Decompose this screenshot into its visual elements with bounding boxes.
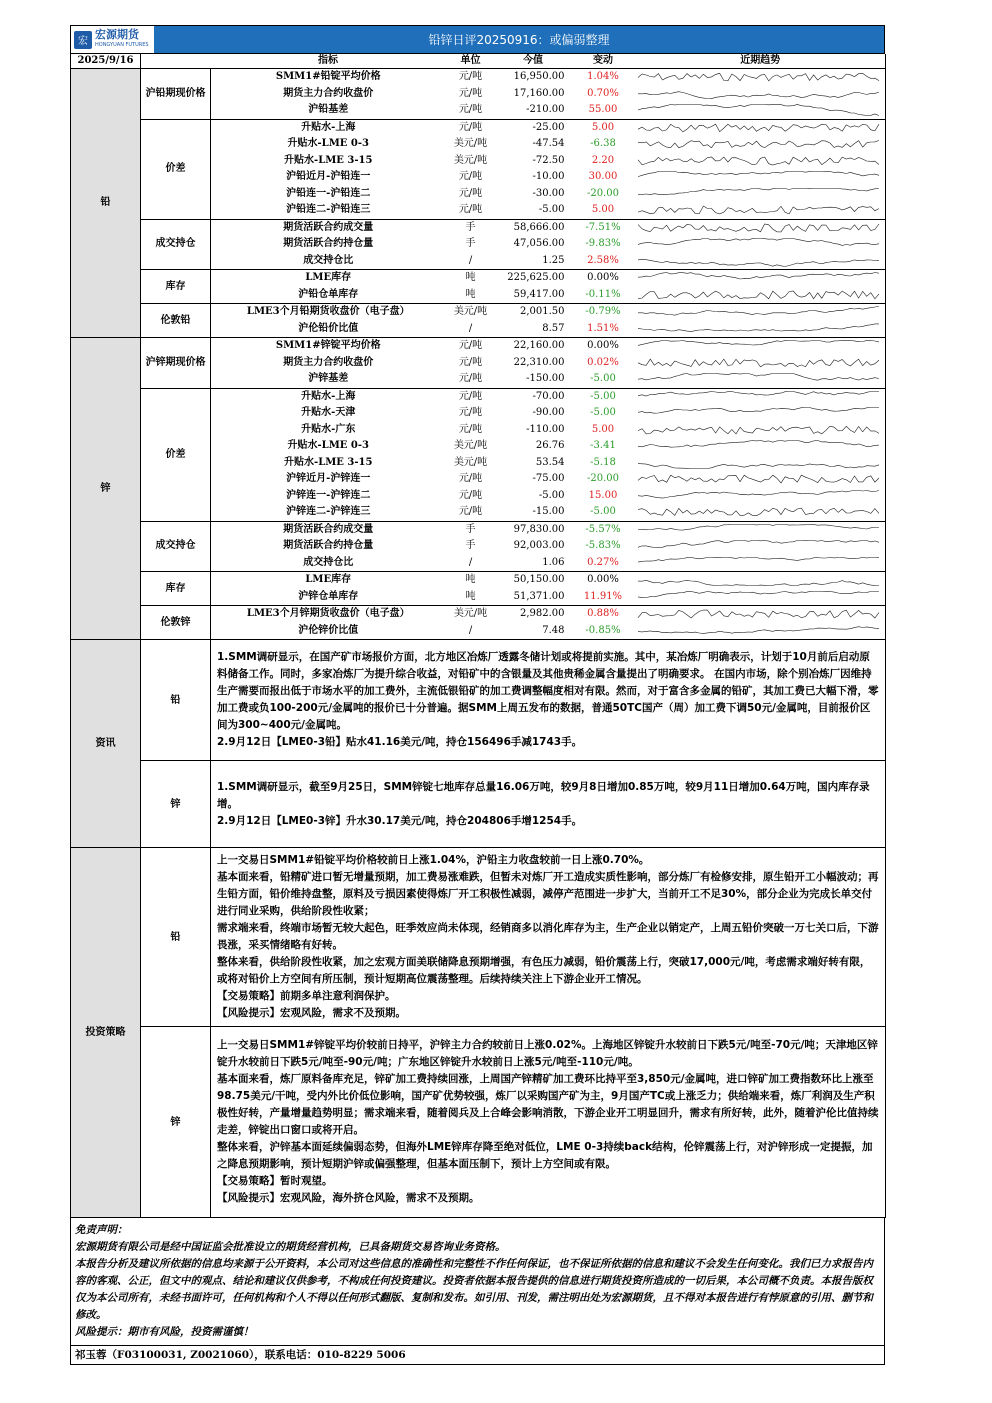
strategy-lead-para: 整体来看，供给阶段性收紧，加之宏观方面美联储降息预期增强，有色压力减弱，铅价震荡上行，突破17,000元/吨，考虑需求端好转有限，或将对铅价上方空间有所压制，预计短期高位震荡整理。后续持续关注上下游企业开工情况。 bbox=[217, 956, 871, 985]
indicator-unit: 吨 bbox=[465, 574, 476, 586]
indicator-unit: 元/吨 bbox=[458, 390, 483, 402]
strategy-zinc-para: 【风险提示】宏观风险，海外挤仓风险，需求不及预期。 bbox=[217, 1192, 480, 1204]
trend-cell bbox=[636, 538, 886, 555]
indicator-unit: 手 bbox=[465, 221, 476, 233]
indicator-name: LME3个月锌期货收盘价（电子盘） bbox=[246, 608, 410, 620]
trend-sparkline bbox=[636, 70, 881, 84]
indicator-unit: 元/吨 bbox=[446, 504, 496, 521]
strategy-zinc-para: 上一交易日SMM1#锌锭平均价较前日持平，沪锌主力合约较前日上涨0.02%。上海地区锌锭升水较前日下跌5元/吨至-70元/吨；天津地区锌锭升水较前日下跌5元/吨至-90元/吨；广东地区锌锭升水较前日上涨5元/吨至-110元/吨。 bbox=[217, 1039, 878, 1068]
indicator-value: 1.25 bbox=[496, 253, 571, 270]
strategy-lead-label: 铅 bbox=[141, 848, 211, 1027]
indicator-value: 17,160.00 bbox=[513, 87, 565, 99]
trend-sparkline bbox=[636, 573, 881, 587]
company-logo bbox=[71, 26, 154, 53]
indicator-value: 97,830.00 bbox=[513, 523, 565, 535]
table-row bbox=[71, 219, 886, 236]
trend-sparkline bbox=[636, 305, 881, 319]
indicator-unit: 美元/吨 bbox=[453, 440, 488, 452]
indicator-unit: 美元/吨 bbox=[453, 154, 488, 166]
indicator-unit: 元/吨 bbox=[458, 356, 483, 368]
indicator-name: 沪铅连二-沪铅连三 bbox=[211, 202, 446, 219]
indicator-value: 92,003.00 bbox=[513, 540, 565, 552]
indicator-change: -0.11% bbox=[571, 287, 636, 304]
indicator-unit: / bbox=[446, 253, 496, 270]
strategy-lead-para: 【风险提示】宏观风险，需求不及预期。 bbox=[217, 1007, 406, 1019]
indicator-unit: 元/吨 bbox=[446, 202, 496, 219]
indicator-unit: 手 bbox=[465, 540, 476, 552]
indicator-value: -70.00 bbox=[532, 390, 565, 402]
indicator-name: 沪铅基差 bbox=[211, 102, 446, 119]
indicator-value: 50,150.00 bbox=[513, 574, 565, 586]
disclaimer-para: 本报告分析及建议所依据的信息均来源于公开资料，本公司对这些信息的准确性和完整性不作任何保证，也不保证所依据的信息和建议不会发生任何变化。我们已力求报告内容的客观、公正，但文中的观点、结论和建议仅供参考，不构成任何投资建议。投资者依据本报告提供的信息进行期货投资所造成的一切后果，本公司概不负责。本报告版权仅为本公司所有，未经书面许可，任何机构和个人不得以任何形式翻版、复制和发布。如引用、刊发，需注明出处为宏源期货，且不得对本报告进行有悖原意的引用、删节和修改。 bbox=[75, 1258, 873, 1321]
indicator-unit: / bbox=[446, 321, 496, 338]
indicator-change: -20.00 bbox=[586, 187, 619, 199]
indicator-name: 升贴水-天津 bbox=[301, 407, 356, 419]
indicator-change: -5.57% bbox=[585, 523, 621, 535]
table-row bbox=[71, 270, 886, 287]
trend-sparkline bbox=[636, 203, 881, 217]
indicator-name: 沪铅连一-沪铅连二 bbox=[286, 187, 371, 199]
indicator-change: 11.91% bbox=[571, 589, 636, 606]
logo-cn-text: 宏源期货 bbox=[95, 27, 139, 41]
news-lead-label: 铅 bbox=[141, 640, 211, 761]
indicator-unit: 元/吨 bbox=[458, 187, 483, 199]
trend-sparkline bbox=[636, 489, 881, 503]
trend-sparkline bbox=[636, 87, 881, 101]
indicator-name: LME3个月铅期货收盘价（电子盘） bbox=[246, 306, 410, 318]
trend-sparkline bbox=[636, 121, 881, 135]
trend-cell bbox=[636, 589, 886, 606]
indicator-name: 升贴水-上海 bbox=[301, 390, 356, 402]
indicator-unit: 元/吨 bbox=[458, 473, 483, 485]
trend-sparkline bbox=[636, 472, 881, 486]
indicator-value: 16,950.00 bbox=[513, 71, 565, 83]
trend-cell bbox=[636, 136, 886, 153]
indicator-change: 0.88% bbox=[587, 608, 619, 620]
trend-sparkline bbox=[636, 624, 881, 638]
indicator-value: -5.00 bbox=[496, 202, 571, 219]
trend-sparkline bbox=[636, 590, 881, 604]
indicator-change: -5.00 bbox=[590, 407, 616, 419]
trend-cell bbox=[636, 371, 886, 388]
indicator-unit: 元/吨 bbox=[458, 71, 483, 83]
strategy-lead-para: 上一交易日SMM1#铅锭平均价格较前日上涨1.04%，沪铅主力收盘较前一日上涨0.70%。 bbox=[217, 854, 650, 866]
indicator-unit: 吨 bbox=[446, 287, 496, 304]
trend-cell bbox=[636, 270, 886, 287]
group-label: 沪铅期现价格 bbox=[141, 69, 211, 120]
indicator-change: 55.00 bbox=[571, 102, 636, 119]
indicator-change: -5.18 bbox=[590, 456, 616, 468]
indicator-change: -5.00 bbox=[571, 371, 636, 388]
trend-sparkline bbox=[636, 406, 881, 420]
report-header bbox=[70, 25, 885, 54]
indicator-value: -47.54 bbox=[532, 138, 565, 150]
trend-cell bbox=[636, 388, 886, 405]
indicator-unit: 元/吨 bbox=[458, 87, 483, 99]
author-contact: 祁玉蓉（F03100031, Z0021060），联系电话：010-8229 5006 bbox=[70, 1346, 885, 1365]
indicator-value: -150.00 bbox=[496, 371, 571, 388]
trend-sparkline bbox=[636, 607, 881, 621]
strategy-lead-row bbox=[71, 848, 886, 1027]
trend-cell bbox=[636, 86, 886, 103]
news-lead-para: 2.9月12日【LME0-3铅】贴水41.16美元/吨，持仓156496手减1743手。 bbox=[217, 736, 583, 748]
lead-section-label: 铅 bbox=[71, 69, 141, 338]
indicator-name: 沪锌近月-沪锌连一 bbox=[286, 473, 371, 485]
indicator-change: 15.00 bbox=[588, 489, 618, 501]
indicator-name: 期货活跃合约持仓量 bbox=[283, 540, 374, 552]
trend-cell bbox=[636, 521, 886, 538]
group-label: 伦敦锌 bbox=[141, 606, 211, 640]
indicator-value: -5.00 bbox=[538, 489, 565, 501]
indicator-change: 5.00 bbox=[591, 423, 615, 435]
report-sheet bbox=[70, 25, 885, 1365]
indicator-unit: 元/吨 bbox=[458, 340, 483, 352]
trend-cell bbox=[636, 321, 886, 338]
trend-cell bbox=[636, 287, 886, 304]
indicator-value: 58,666.00 bbox=[513, 221, 565, 233]
trend-cell bbox=[636, 338, 886, 355]
strategy-lead-text bbox=[211, 848, 886, 1027]
trend-cell bbox=[636, 169, 886, 186]
trend-sparkline bbox=[636, 439, 881, 453]
trend-sparkline bbox=[636, 556, 881, 570]
group-label: 价差 bbox=[141, 388, 211, 521]
strategy-zinc-para: 【交易策略】暂时观望。 bbox=[217, 1175, 333, 1187]
trend-header: 近期趋势 bbox=[636, 54, 886, 69]
indicator-unit: 美元/吨 bbox=[453, 608, 488, 620]
trend-cell bbox=[636, 438, 886, 455]
news-lead-text bbox=[211, 640, 886, 761]
news-zinc-para: 2.9月12日【LME0-3锌】升水30.17美元/吨，持仓204806手增1254手。 bbox=[217, 814, 583, 827]
disclaimer-title: 免责声明： bbox=[75, 1224, 128, 1236]
strategy-lead-para: 【交易策略】前期多单注意利润保护。 bbox=[217, 990, 396, 1002]
indicator-name: 沪伦铅价比值 bbox=[211, 321, 446, 338]
indicator-unit: / bbox=[446, 555, 496, 572]
indicator-value: -10.00 bbox=[532, 171, 565, 183]
indicator-change: -20.00 bbox=[586, 473, 619, 485]
indicator-value: -75.00 bbox=[532, 473, 565, 485]
indicator-name: 成交持仓比 bbox=[211, 253, 446, 270]
strategy-label: 投资策略 bbox=[71, 848, 141, 1218]
trend-cell bbox=[636, 572, 886, 589]
indicator-unit: 手 bbox=[465, 523, 476, 535]
indicator-change: -3.41 bbox=[590, 440, 616, 452]
trend-sparkline bbox=[636, 170, 881, 184]
indicator-change: 1.51% bbox=[571, 321, 636, 338]
trend-cell bbox=[636, 119, 886, 136]
trend-cell bbox=[636, 488, 886, 505]
indicator-unit: 元/吨 bbox=[446, 371, 496, 388]
strategy-zinc-label: 锌 bbox=[141, 1027, 211, 1218]
indicator-unit: 手 bbox=[465, 238, 476, 250]
trend-cell bbox=[636, 471, 886, 488]
trend-cell bbox=[636, 186, 886, 203]
table-row bbox=[71, 338, 886, 355]
logo-mark-icon: 宏 bbox=[74, 31, 92, 49]
trend-cell bbox=[636, 405, 886, 422]
indicator-name: 期货主力合约收盘价 bbox=[283, 87, 374, 99]
trend-sparkline bbox=[636, 271, 881, 285]
trend-cell bbox=[636, 102, 886, 119]
indicator-unit: 美元/吨 bbox=[453, 138, 488, 150]
indicator-value: -15.00 bbox=[496, 504, 571, 521]
indicator-change: -7.51% bbox=[585, 221, 621, 233]
indicator-unit: 吨 bbox=[465, 272, 476, 284]
indicator-name: 升贴水-广东 bbox=[301, 423, 356, 435]
indicator-value: -30.00 bbox=[532, 187, 565, 199]
indicator-unit: 元/吨 bbox=[458, 423, 483, 435]
indicator-value: 8.57 bbox=[496, 321, 571, 338]
indicator-unit: 元/吨 bbox=[458, 489, 483, 501]
indicator-unit: / bbox=[446, 623, 496, 640]
trend-sparkline bbox=[636, 456, 881, 470]
strategy-lead-para: 基本面来看，铅精矿进口暂无增量预期，加工费易涨难跌，但暂未对炼厂开工造成实质性影响，部分炼厂有检修安排，原生铅开工小幅波动；再生铅方面，铅价维持盘整，原料及亏损因素使得炼厂开工积极性减弱，减停产范围进一步扩大，当前开工不足30%，部分企业为完成长单交付进行同业采购，供给阶段性收紧； bbox=[217, 871, 879, 917]
trend-sparkline bbox=[636, 505, 881, 519]
trend-sparkline bbox=[636, 288, 881, 302]
trend-sparkline bbox=[636, 390, 881, 404]
indicator-value: 225,625.00 bbox=[507, 272, 565, 284]
indicator-value: -110.00 bbox=[526, 423, 565, 435]
indicator-value: 1.06 bbox=[496, 555, 571, 572]
strategy-zinc-para: 整体来看，沪锌基本面延续偏弱态势，但海外LME锌库存降至绝对低位，LME 0-3持续back结构，伦锌震荡上行，对沪锌形成一定提振，加之降息预期影响，预计短期沪锌或偏强整理，但基本面压制下，预计上方空间或有限。 bbox=[217, 1141, 873, 1170]
zinc-section-label: 锌 bbox=[71, 338, 141, 640]
indicator-value: 22,310.00 bbox=[513, 356, 565, 368]
table-row bbox=[71, 119, 886, 136]
indicator-change: 0.70% bbox=[587, 87, 619, 99]
trend-cell bbox=[636, 219, 886, 236]
indicator-unit: 元/吨 bbox=[458, 407, 483, 419]
indicator-change: 1.04% bbox=[587, 71, 619, 83]
today-header: 今值 bbox=[496, 54, 571, 69]
disclaimer bbox=[70, 1218, 885, 1346]
trend-sparkline bbox=[636, 539, 881, 553]
table-row bbox=[71, 521, 886, 538]
indicator-header: 指标 bbox=[211, 54, 446, 69]
indicator-name: 沪锌连二-沪锌连三 bbox=[211, 504, 446, 521]
news-zinc-row bbox=[71, 761, 886, 848]
trend-cell bbox=[636, 253, 886, 270]
trend-cell bbox=[636, 202, 886, 219]
indicator-name: 期货活跃合约持仓量 bbox=[283, 238, 374, 250]
table-row bbox=[71, 572, 886, 589]
indicator-unit: 美元/吨 bbox=[453, 306, 488, 318]
indicator-unit: 元/吨 bbox=[446, 102, 496, 119]
text-table bbox=[70, 640, 886, 1218]
indicator-change: -0.85% bbox=[571, 623, 636, 640]
indicator-change: -5.83% bbox=[585, 540, 621, 552]
news-lead-row bbox=[71, 640, 886, 761]
indicator-change: 0.00% bbox=[587, 574, 619, 586]
indicator-change: -5.00 bbox=[571, 504, 636, 521]
trend-sparkline bbox=[636, 356, 881, 370]
trend-sparkline bbox=[636, 221, 881, 235]
disclaimer-para: 宏源期货有限公司是经中国证监会批准设立的期货经营机构，已具备期货交易咨询业务资格。 bbox=[75, 1241, 506, 1253]
indicator-name: 期货主力合约收盘价 bbox=[283, 356, 374, 368]
indicator-name: 沪铅近月-沪铅连一 bbox=[286, 171, 371, 183]
trend-cell bbox=[636, 355, 886, 372]
indicator-change: 2.58% bbox=[571, 253, 636, 270]
trend-sparkline bbox=[636, 103, 881, 117]
news-zinc-para: 1.SMM调研显示，截至9月25日，SMM锌锭七地库存总量16.06万吨，较9月8日增加0.85万吨，较9月11日增加0.64万吨，国内库存录增。 bbox=[217, 780, 870, 810]
trend-sparkline bbox=[636, 523, 881, 537]
strategy-zinc-row bbox=[71, 1027, 886, 1218]
indicator-name: 升贴水-LME 3-15 bbox=[284, 154, 373, 166]
table-row bbox=[71, 69, 886, 86]
change-header: 变动 bbox=[571, 54, 636, 69]
strategy-zinc-text bbox=[211, 1027, 886, 1218]
indicator-change: -6.38 bbox=[590, 138, 616, 150]
trend-cell bbox=[636, 69, 886, 86]
indicator-change: 0.02% bbox=[587, 356, 619, 368]
trend-sparkline bbox=[636, 187, 881, 201]
indicator-name: 沪锌仓单库存 bbox=[211, 589, 446, 606]
indicator-value: 7.48 bbox=[496, 623, 571, 640]
data-table bbox=[70, 54, 886, 640]
trend-cell bbox=[636, 555, 886, 572]
unit-header: 单位 bbox=[446, 54, 496, 69]
indicator-value: 53.54 bbox=[535, 456, 565, 468]
indicator-value: 2,982.00 bbox=[519, 608, 565, 620]
indicator-name: 沪伦锌价比值 bbox=[211, 623, 446, 640]
indicator-unit: 吨 bbox=[446, 589, 496, 606]
indicator-name: 期货活跃合约成交量 bbox=[283, 221, 374, 233]
table-row bbox=[71, 606, 886, 623]
indicator-value: 51,371.00 bbox=[496, 589, 571, 606]
logo-en-text: HONGYUAN FUTURES bbox=[95, 41, 149, 48]
trend-sparkline bbox=[636, 322, 881, 336]
indicator-change: -5.00 bbox=[590, 390, 616, 402]
indicator-value: 59,417.00 bbox=[496, 287, 571, 304]
indicator-value: 47,056.00 bbox=[513, 238, 565, 250]
trend-cell bbox=[636, 455, 886, 472]
trend-sparkline bbox=[636, 372, 881, 386]
trend-cell bbox=[636, 606, 886, 623]
report-title: 铅锌日评20250916：或偏弱整理 bbox=[154, 26, 884, 53]
news-lead-para: 1.SMM调研显示，在国产矿市场报价方面，北方地区冶炼厂透露冬储计划或将提前实施。其中，某冶炼厂明确表示，计划于10月前后启动原料储备工作。同时，多家冶炼厂为提升综合收益，对铅矿中的含银量及其他贵稀金属含量提出了明确要求。 在国内市场，除个别冶炼厂因维持生产需要而报出低于市场水平的加工费外，主流低银铅矿的加工费调整幅度相对有限。然而，对于富含多金属的铅矿，其加工费已大幅下滑，零加工费或负100-200元/金属吨的报价已十分普遍。据SMM上周五发布的数据，普通50TC国产（周）加工费下调50元/金属吨，目前报价区间为300~400元/金属吨。 bbox=[217, 651, 879, 731]
indicator-unit: 元/吨 bbox=[458, 171, 483, 183]
indicator-change: 5.00 bbox=[571, 202, 636, 219]
indicator-value: -25.00 bbox=[532, 121, 565, 133]
group-label: 库存 bbox=[141, 270, 211, 304]
trend-cell bbox=[636, 304, 886, 321]
indicator-name: 沪铅仓单库存 bbox=[211, 287, 446, 304]
indicator-value: -90.00 bbox=[532, 407, 565, 419]
indicator-change: 2.20 bbox=[591, 154, 615, 166]
indicator-name: LME库存 bbox=[305, 272, 352, 284]
strategy-lead-para: 需求端来看，终端市场暂无较大起色，旺季效应尚未体现，经销商多以消化库存为主，生产企业以销定产，上周五铅价突破一万七关口后，下游畏涨，采买情绪略有好转。 bbox=[217, 922, 879, 951]
news-zinc-text bbox=[211, 761, 886, 848]
indicator-value: 22,160.00 bbox=[513, 340, 565, 352]
indicator-name: 期货活跃合约成交量 bbox=[283, 523, 374, 535]
trend-sparkline bbox=[636, 339, 881, 353]
indicator-change: -0.79% bbox=[585, 306, 621, 318]
table-row bbox=[71, 304, 886, 321]
indicator-name: LME库存 bbox=[305, 574, 352, 586]
indicator-name: 升贴水-LME 0-3 bbox=[287, 440, 369, 452]
strategy-zinc-para: 基本面来看，炼厂原料备库充足，锌矿加工费持续回涨，上周国产锌精矿加工费环比持平至3,850元/金属吨，进口锌矿加工费指数环比上涨至98.75美元/干吨，受内外比价低位影响，国产矿优势较强，炼厂以采购国产矿为主，9月国产TC或上涨乏力；供给端来看，炼厂利润及生产积极性好转，产量增量趋势明显；需求端来看，随着阅兵及上合峰会影响消散，下游企业开工明显回升，需求有所好转，此外，随着沪伦比值持续走差，锌锭出口窗口或将开启。 bbox=[217, 1073, 879, 1136]
indicator-name: SMM1#锌锭平均价格 bbox=[275, 340, 381, 352]
indicator-name: 成交持仓比 bbox=[211, 555, 446, 572]
table-row bbox=[71, 388, 886, 405]
trend-sparkline bbox=[636, 154, 881, 168]
indicator-name: 沪锌连一-沪锌连二 bbox=[286, 489, 371, 501]
indicator-name: 升贴水-上海 bbox=[301, 121, 356, 133]
group-label: 库存 bbox=[141, 572, 211, 606]
indicator-value: 26.76 bbox=[535, 440, 565, 452]
indicator-name: 升贴水-LME 0-3 bbox=[287, 138, 369, 150]
trend-sparkline bbox=[636, 254, 881, 268]
group-label: 成交持仓 bbox=[141, 219, 211, 270]
indicator-name: SMM1#铅锭平均价格 bbox=[275, 71, 381, 83]
trend-sparkline bbox=[636, 237, 881, 251]
disclaimer-para: 风险提示：期市有风险，投资需谨慎！ bbox=[75, 1326, 254, 1338]
trend-sparkline bbox=[636, 137, 881, 151]
column-header-row bbox=[71, 54, 886, 69]
group-label: 伦敦铅 bbox=[141, 304, 211, 338]
indicator-change: 30.00 bbox=[588, 171, 618, 183]
trend-cell bbox=[636, 236, 886, 253]
indicator-value: 2,001.50 bbox=[519, 306, 565, 318]
indicator-value: -72.50 bbox=[532, 154, 565, 166]
indicator-change: 0.00% bbox=[587, 272, 619, 284]
group-label: 沪锌期现价格 bbox=[141, 338, 211, 389]
trend-cell bbox=[636, 422, 886, 439]
indicator-name: 沪锌基差 bbox=[211, 371, 446, 388]
trend-cell bbox=[636, 504, 886, 521]
indicator-change: 0.00% bbox=[587, 340, 619, 352]
indicator-change: 5.00 bbox=[591, 121, 615, 133]
news-label: 资讯 bbox=[71, 640, 141, 848]
date-header: 2025/9/16 bbox=[71, 54, 141, 69]
indicator-value: -210.00 bbox=[496, 102, 571, 119]
news-zinc-label: 锌 bbox=[141, 761, 211, 848]
group-label: 成交持仓 bbox=[141, 521, 211, 572]
group-label: 价差 bbox=[141, 119, 211, 219]
trend-cell bbox=[636, 623, 886, 640]
trend-cell bbox=[636, 153, 886, 170]
trend-sparkline bbox=[636, 423, 881, 437]
indicator-unit: 元/吨 bbox=[458, 121, 483, 133]
indicator-name: 升贴水-LME 3-15 bbox=[284, 456, 373, 468]
indicator-change: -9.83% bbox=[585, 238, 621, 250]
indicator-unit: 美元/吨 bbox=[453, 456, 488, 468]
indicator-change: 0.27% bbox=[571, 555, 636, 572]
